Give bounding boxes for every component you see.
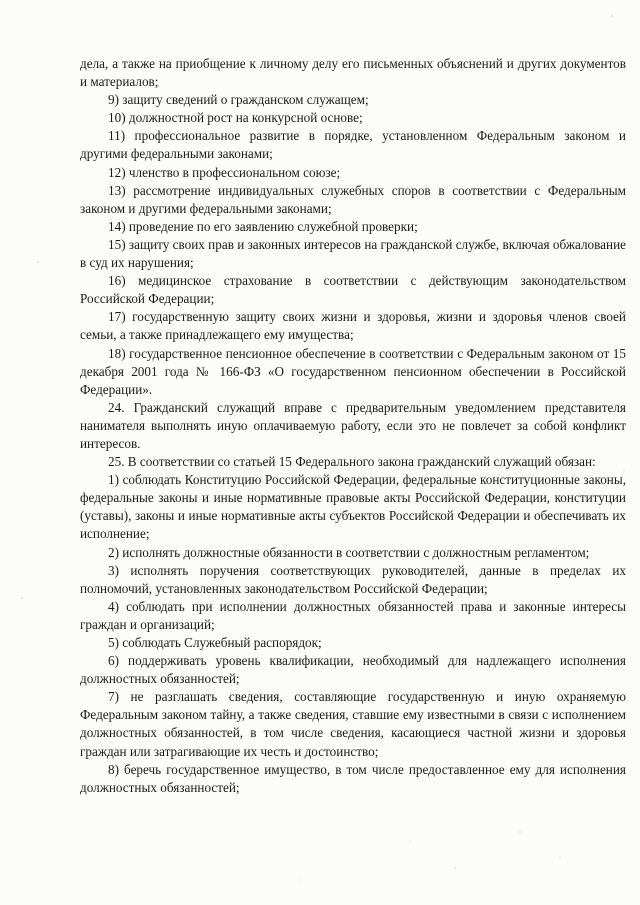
list-item-17: 17) государственную защиту своих жизни и здоровья, жизни и здоровья членов своей семьи, а также принадлежащего ему имущества; [80, 309, 626, 343]
list-item-16: 16) медицинское страхование в соответствии с действующим законодательством Российской Федерации; [80, 273, 626, 307]
duty-item-5: 5) соблюдать Служебный распорядок; [108, 635, 322, 650]
list-item-11: 11) профессиональное развитие в порядке, установленном Федеральным законом и другими федеральными законами; [80, 128, 626, 162]
clause-24: 24. Гражданский служащий вправе с предварительным уведомлением представителя нанимателя выполнять иную оплачиваемую работу, если это не повлечет за собой конфликт интересов. [80, 399, 626, 451]
list-item-10: 10) должностной рост на конкурсной основе; [108, 110, 363, 126]
list-item-9: 9) защиту сведений о гражданском служащем; [108, 92, 369, 108]
list-item-13: 13) рассмотрение индивидуальных служебных споров в соответствии с Федеральным законом и другими федеральными законами; [80, 182, 626, 216]
duty-item-6: 6) поддерживать уровень квалификации, необходимый для надлежащего исполнения должностных обязанностей; [80, 653, 626, 687]
duty-item-7: 7) не разглашать сведения, составляющие государственную и иную охраняемую Федеральным законом тайну, а также сведения, ставшие ему известными в связи с исполнением должностных обязанностей, в том числе сведения, касающиеся частной жизни и здоровья граждан или затрагивающие их честь и достоинство; [80, 689, 626, 759]
duty-item-1: 1) соблюдать Конституцию Российской Федерации, федеральные конституционные законы, федеральные законы и иные нормативные правовые акты Российской Федерации, конституции (уставы), законы и иные нормативные акты субъектов Российской Федерации и обеспечивать их исполнение; [80, 472, 626, 542]
duty-item-8: 8) беречь государственное имущество, в том числе предоставленное ему для исполнения должностных обязанностей; [80, 761, 626, 795]
duty-item-3: 3) исполнять поручения соответствующих руководителей, данные в пределах их полномочий, установленных законодательством Российской Федерации; [80, 562, 626, 596]
list-item-15: 15) защиту своих прав и законных интересов на гражданской службе, включая обжалование в суд их нарушения; [80, 236, 626, 271]
list-item-12: 12) членство в профессиональном союзе; [108, 164, 341, 180]
duty-item-2: 2) исполнять должностные обязанности в соответствии с должностным регламентом; [108, 544, 590, 560]
paragraph-continuation: дела, а также на приобщение к личному делу его письменных объяснений и других документов и материалов; [80, 56, 626, 90]
list-item-14: 14) проведение по его заявлению служебной проверки; [108, 218, 418, 234]
duty-item-4: 4) соблюдать при исполнении должностных обязанностей права и законные интересы граждан и организаций; [80, 598, 626, 632]
list-item-18: 18) государственное пенсионное обеспечение в соответствии с Федеральным законом от 15 декабря 2001 года № 166-ФЗ «О государственном пенсионном обеспечении в Российской Федерации». [80, 345, 626, 397]
clause-25: 25. В соответствии со статьей 15 Федерального закона гражданский служащий обязан: [108, 454, 596, 470]
document-body [80, 55, 626, 797]
